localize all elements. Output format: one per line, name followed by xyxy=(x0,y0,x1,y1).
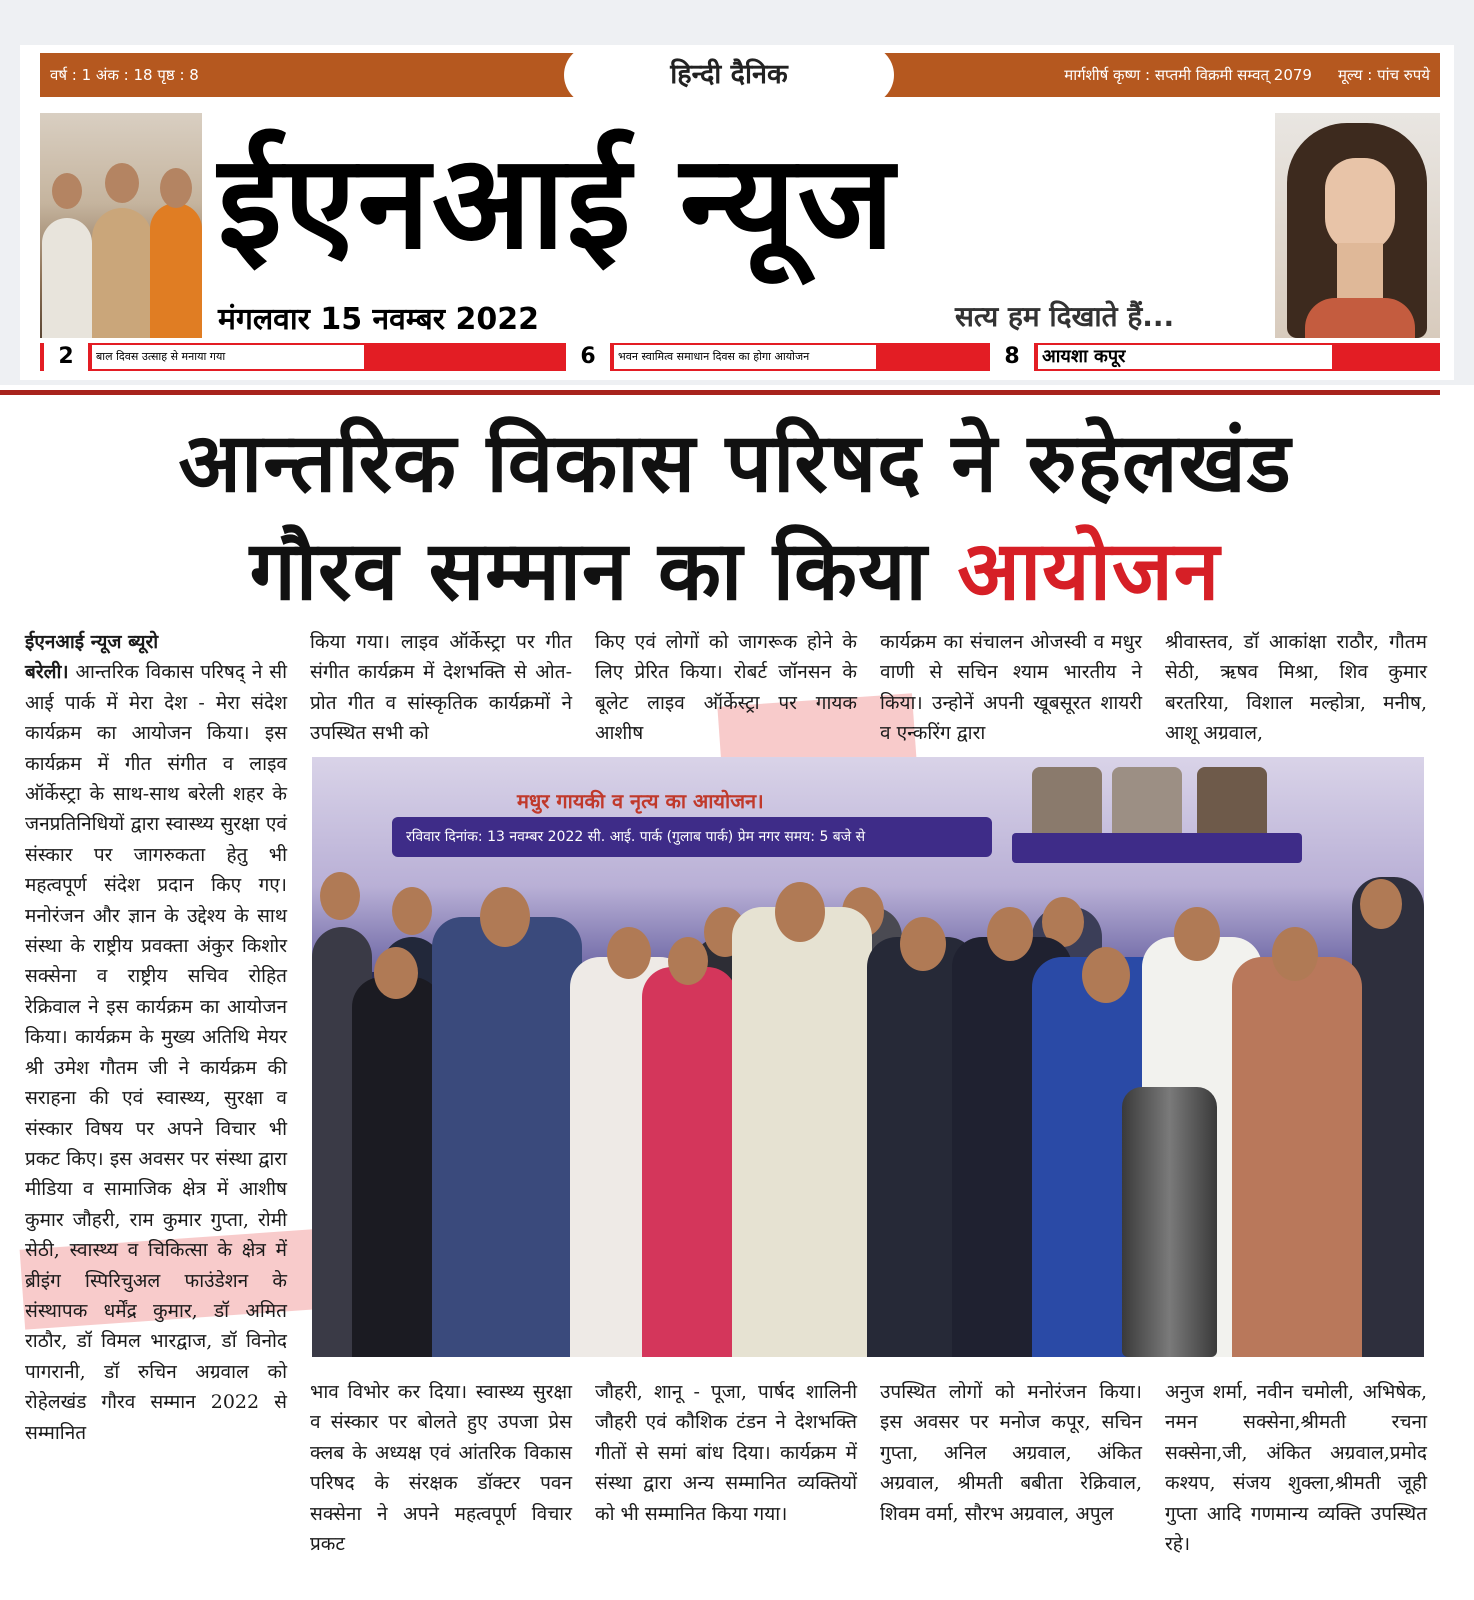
index-item[interactable] xyxy=(562,343,892,371)
article-column-1 xyxy=(25,627,287,1448)
index-page-number: 6 xyxy=(566,343,610,371)
headline xyxy=(20,410,1450,626)
headline-accent-word: आयोजन xyxy=(957,524,1221,619)
daily-label-pill xyxy=(564,45,894,105)
article-column-5-top: श्रीवास्तव, डॉ आकांक्षा राठौर, गौतम सेठी, ऋषव मिश्रा, शिव कुमार बरतरिया, विशाल मल्होत्रा, मनीष, आशू अग्रवाल, xyxy=(1165,631,1427,745)
headline-line-1: आन्तरिक विकास परिषद ने रुहेलखंड xyxy=(178,416,1292,511)
page-index-bar xyxy=(40,343,1440,371)
byline-bureau: ईएनआई न्यूज ब्यूरो xyxy=(25,631,159,653)
headline-line-2 xyxy=(20,518,1450,626)
article-column-2-top: किया गया। लाइव ऑर्केस्ट्रा पर गीत संगीत कार्यक्रम में देशभक्ति से ओत-प्रोत गीत व सांस्कृतिक कार्यक्रमों ने उपस्थित सभी को xyxy=(310,631,572,745)
article-column-4-top: कार्यक्रम का संचालन ओजस्वी व मधुर वाणी से सचिन श्याम भारतीय ने किया। उन्होनें अपनी खूबसूरत शायरी व एन्करिंग द्वारा xyxy=(880,631,1142,745)
headline-line-2-black: गौरव सम्मान का किया xyxy=(249,524,928,619)
article-column-3-top: किए एवं लोगों को जागरूक होने के लिए प्रेरित किया। रोबर्ट जॉनसन के बूलेट लाइव ऑर्केस्ट्रा पर गायक आशीष xyxy=(595,631,857,745)
price-info: मूल्य : पांच रुपये xyxy=(1337,66,1430,84)
dateline-city: बरेली। xyxy=(25,661,69,684)
index-title: आयशा कपूर xyxy=(1038,345,1332,369)
banner-date-strip: रविवार दिनांक: 13 नवम्बर 2022 सी. आई. पार्क (गुलाब पार्क) प्रेम नगर समय: 5 बजे से xyxy=(392,817,992,857)
calendar-price-info xyxy=(1064,65,1430,85)
masthead-rule xyxy=(0,390,1440,395)
index-page-number: 8 xyxy=(990,343,1034,371)
index-page-number: 2 xyxy=(44,343,88,371)
masthead xyxy=(0,0,1474,385)
masthead-photo-left xyxy=(40,113,202,338)
banner-text: मधुर गायकी व नृत्य का आयोजन। xyxy=(517,789,764,813)
issue-info: वर्ष : 1 अंक : 18 पृष्ठ : 8 xyxy=(50,66,199,84)
newspaper-brand: ईएनआई न्यूज xyxy=(218,126,897,278)
stage-lamp xyxy=(1122,1087,1217,1357)
tagline: सत्य हम दिखाते हैं... xyxy=(955,300,1175,333)
index-title: भवन स्वामित्व समाधान दिवस का होगा आयोजन xyxy=(614,345,876,369)
article-column-5-bottom: अनुज शर्मा, नवीन चमोली, अभिषेक, नमन सक्सेना,श्रीमती रचना सक्सेना,जी, अंकित अग्रवाल,प्रमोद कश्यप, संजय शुक्ला,श्रीमती जूही गुप्ता आदि गणमान्य व्यक्ति उपस्थित रहे। xyxy=(1165,1381,1427,1556)
index-item[interactable] xyxy=(40,343,370,371)
article-text: आन्तरिक विकास परिषद् ने सी आई पार्क में मेरा देश - मेरा संदेश कार्यक्रम का आयोजन किया। इस कार्यक्रम में गीत संगीत व लाइव ऑर्केस्ट्रा के साथ-साथ बरेली शहर के जनप्रतिनिधियों द्वारा स्वास्थ्य सुरक्षा एवं संस्कार पर जागरुकता हेतु भी महत्वपूर्ण संदेश प्रदान किए गए। मनोरंजन और ज्ञान के उद्देश्य के साथ संस्था के राष्ट्रीय प्रवक्ता अंकुर किशोर सक्सेना व राष्ट्रीय सचिव रोहित रेक्रिवाल ने इस कार्यक्रम का आयोजन किया। कार्यक्रम के मुख्य अतिथि मेयर श्री उमेश गौतम जी ने कार्यक्रम की सराहना की एवं स्वास्थ्य, सुरक्षा व संस्कार विषय पर अपने विचार भी प्रकट किए। इस अवसर पर संस्था द्वारा मीडिया व सामाजिक क्षेत्र में आशीष कुमार जौहरी, राम कुमार गुप्ता, रोमी सेठी, स्वास्थ्य व चिकित्सा के क्षेत्र में ब्रीइंग स्पिरिचुअल फाउंडेशन के संस्थापक धर्मेंद्र कुमार, डॉ अमित राठौर, डॉ विमल भारद्वाज, डॉ विनोद पागरानी, डॉ रुचिन अग्रवाल को रोहेलखंड गौरव सम्मान 2022 से सम्मानित xyxy=(25,661,287,1444)
banner-name-strip xyxy=(1012,833,1302,863)
issue-date: मंगलवार 15 नवम्बर 2022 xyxy=(218,302,539,337)
daily-label: हिन्दी दैनिक xyxy=(670,59,788,90)
masthead-photo-right xyxy=(1275,113,1440,338)
article-column-2-bottom: भाव विभोर कर दिया। स्वास्थ्य सुरक्षा व संस्कार पर बोलते हुए उपजा प्रेस क्लब के अध्यक्ष एवं आंतरिक विकास परिषद के संरक्षक डॉक्टर पवन सक्सेना ने अपने महत्वपूर्ण विचार प्रकट xyxy=(310,1381,572,1556)
index-title: बाल दिवस उत्साह से मनाया गया xyxy=(92,345,364,369)
article-column-4-bottom: उपस्थित लोगों को मनोरंजन किया। इस अवसर पर मनोज कपूर, सचिन गुप्ता, अनिल अग्रवाल, अंकित अग्रवाल, श्रीमती बबीता रेक्रिवाल, शिवम वर्मा, सौरभ अग्रवाल, अपुल xyxy=(880,1381,1142,1525)
article-column-3-bottom: जौहरी, शानू - पूजा, पार्षद शालिनी जौहरी एवं कौशिक टंडन ने देशभक्ति गीतों से समां बांध दिया। कार्यक्रम में संस्था द्वारा अन्य सम्मानित व्यक्तियों को भी सम्मानित किया गया। xyxy=(595,1381,857,1525)
calendar-info: मार्गशीर्ष कृष्ण : सप्तमी विक्रमी सम्वत् 2079 xyxy=(1064,66,1312,84)
event-photo xyxy=(312,757,1424,1357)
index-item[interactable] xyxy=(986,343,1386,371)
